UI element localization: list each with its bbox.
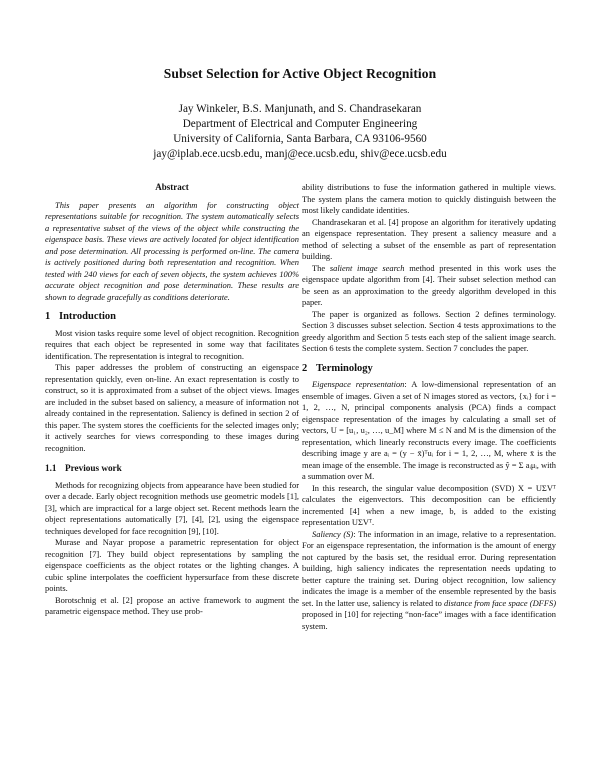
paragraph: Chandrasekaran et al. [4] propose an algorithm for iteratively updating an eigenspace representation. They present a saliency measure and a method of selecting a subset of the ensemble as part of representation building. <box>302 216 556 261</box>
paragraph <box>302 379 556 483</box>
paragraph: Methods for recognizing objects from appearance have been studied for over a decade. Early object recognition methods use geometric models [1], [3], which are impractical for a large object set. Recent methods learn the object representations automatically [7], [4], [2], using the eigenspace techniques developed for face recognition [9], [10]. <box>45 479 299 536</box>
emphasis: distance from face space (DFFS) <box>444 597 557 608</box>
right-column <box>302 182 556 632</box>
text-run: : The information in an image, relative to a representation. For an eigenspace representation, the information is the amount of energy not captured by the basis set, the residual error. During representation building, high saliency indicates the representation needs updating to better capture the training set. During object recognition, low saliency indicates the image is a member of the ensemble represented by the basis set. In the latter use, saliency is related to <box>302 528 556 608</box>
section-number: 1 <box>45 311 51 322</box>
author-block <box>0 102 600 162</box>
section-title: Introduction <box>59 311 116 322</box>
paper-title: Subset Selection for Active Object Recognition <box>163 66 437 81</box>
university: University of California, Santa Barbara, CA 93106-9560 <box>173 133 427 145</box>
emails: jay@iplab.ece.ucsb.edu, manj@ece.ucsb.edu, shiv@ece.ucsb.edu <box>153 148 447 160</box>
abstract-heading: Abstract <box>155 182 189 192</box>
term-label: Eigenspace representation <box>312 379 405 389</box>
authors: Jay Winkeler, B.S. Manjunath, and S. Chandrasekaran <box>178 103 422 115</box>
text-run: : A low-dimensional representation of an ensemble of images. Given a set of N images stored as vectors, {xᵢ} for i = 1, 2, …, N, principal components analysis (PCA) finds a compact eigenspace representation of the images by calculating a small set of vectors, U = [u₁, u₂, …, u_M] where M ≤ N and M is the dimension of the representation, which linearly reconstructs every image. The coefficients describing image y are aᵢ = (y − x̄)ᵀuᵢ for i = 1, 2, …, M, where x̄ is the mean image of the ensemble. The image is reconstructed as ŷ = Σ aᵢμᵢ, with a summation over M. <box>302 379 557 481</box>
emphasis: salient image search <box>329 262 405 273</box>
paragraph <box>302 263 556 309</box>
section-heading-introduction <box>45 311 299 323</box>
paragraph: Most vision tasks require some level of object recognition. Recognition requires that each object be represented in some way that facilitates identification. The representation is integral to recognition. <box>45 327 299 361</box>
text-run: The <box>312 262 330 273</box>
section-number: 2 <box>302 362 308 374</box>
paragraph: In this research, the singular value decomposition (SVD) X = UΣVᵀ calculates the eigenvectors. This decomposition can be efficiently incremented [4] when a new image, b, is added to the existing representation UΣVᵀ. <box>302 482 556 527</box>
abstract-text: This paper presents an algorithm for constructing object representations suitable for recognition. The system automatically selects a representative subset of the views of the object while constructing the eigenspace basis. These views are actively located for object identification and pose determination. All processing is performed on-line. The camera is actively positioned during both representation and recognition. When tested with 240 views for each of seven objects, the system achieves 100% accurate object recognition and pose determination. These results are shown to degrade gracefully as conditions deteriorate. <box>45 199 299 302</box>
paragraph: The paper is organized as follows. Section 2 defines terminology. Section 3 discusses subset selection. Section 4 tests approximations to the greedy algorithm and Section 5 tests each step of the salient image search. Section 6 tests the complete system. Section 7 concludes the paper. <box>302 308 556 353</box>
paragraph: This paper addresses the problem of constructing an eigenspace representation quickly, even on-line. An exact representation is costly to construct, so it is approximated from a subset of the object views. Images are included in the subset based on saliency, a measure of information not already contained in the representation. Saliency is defined in section 2 of this paper. The system stores the coefficients for the selected images only; it actively searches for views corresponding to these images during recognition. <box>45 362 299 453</box>
section-number: 1.1 <box>45 463 57 473</box>
paragraph: ability distributions to fuse the information gathered in multiple views. The system plans the camera motion to quickly distinguish between the most likely candidate identities. <box>302 182 556 215</box>
paragraph: Borotschnig et al. [2] propose an active framework to augment the parametric eigenspace method. They use prob- <box>45 594 299 616</box>
section-title: Previous work <box>65 463 122 473</box>
term-label: Saliency (S) <box>312 528 354 539</box>
section-title: Terminology <box>316 362 373 374</box>
paragraph: Murase and Nayar propose a parametric representation for object recognition [7]. They build object representations by sampling the eigenspace coefficients as the object rotates or the lighting changes. A cubic spline interpolates the coefficient hypersurface from these discrete points. <box>45 537 299 593</box>
section-heading-terminology <box>302 363 556 375</box>
section-heading-previous-work <box>45 463 299 475</box>
left-column <box>45 182 299 618</box>
text-run: method presented in this work uses the eigenspace update algorithm from [4]. Their subset selection method can be seen as an approximation to the greedy algorithm developed in this paper. <box>302 262 556 307</box>
text-run: proposed in [10] for rejecting “non-face” images with a face identification system. <box>302 609 556 631</box>
paragraph <box>302 529 556 633</box>
department: Department of Electrical and Computer Engineering <box>182 118 418 130</box>
